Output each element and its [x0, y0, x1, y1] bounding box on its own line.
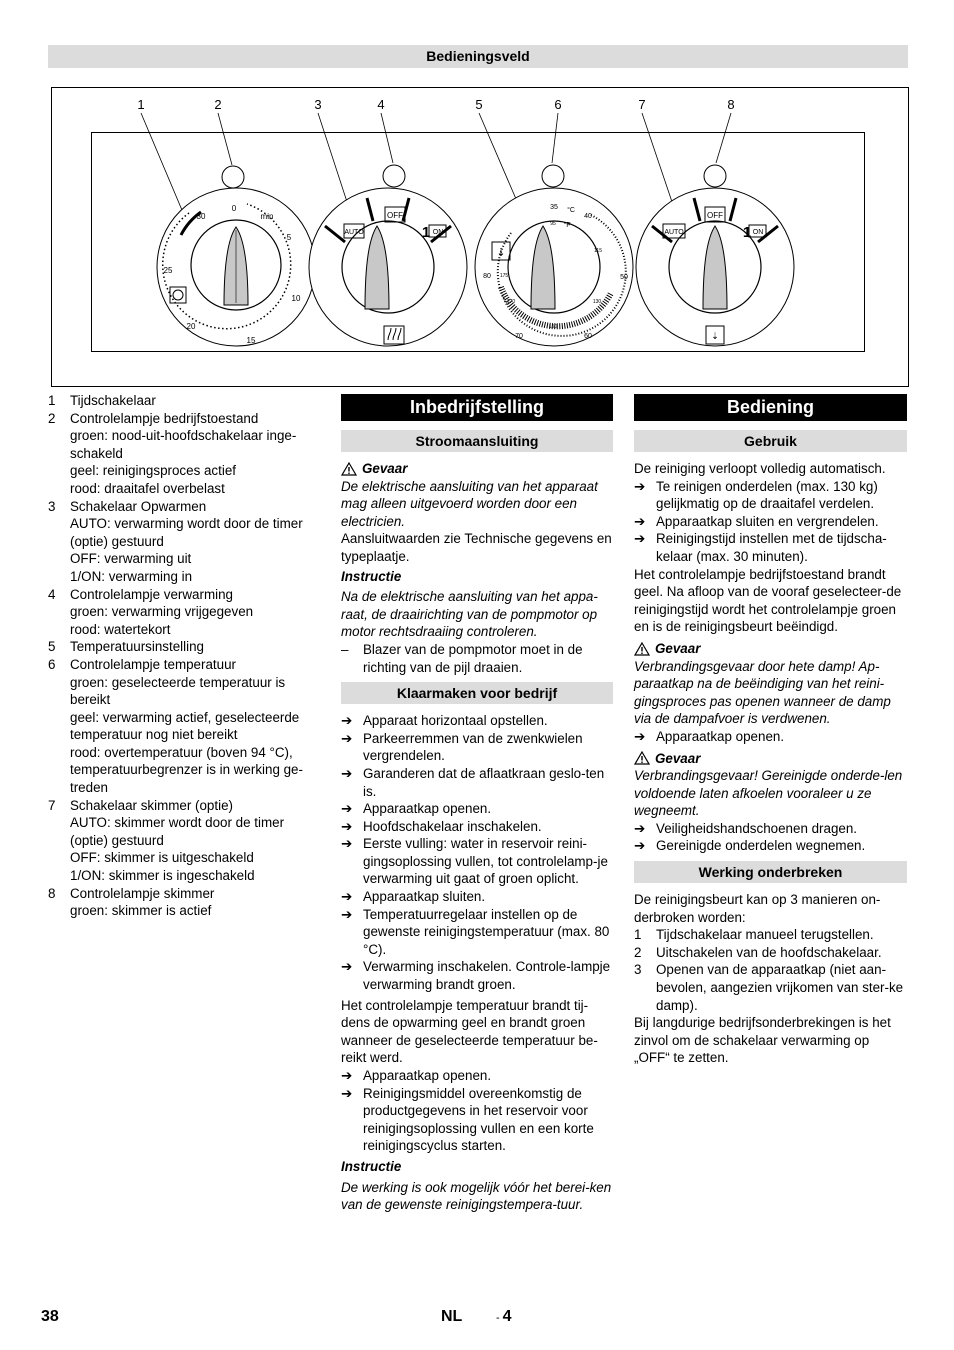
arrow-right-icon: ➔ [341, 713, 353, 729]
footer-dash: - [496, 1312, 500, 1324]
instruction-heading: Instructie [341, 568, 402, 584]
temperature-dial[interactable] [475, 188, 633, 346]
subsection-werking-onderbreken: Werking onderbreken [634, 861, 907, 883]
step-item [341, 906, 613, 959]
step-text: Hoofdschakelaar inschakelen. [363, 818, 542, 834]
section-title-bediening: Bediening [634, 394, 907, 421]
arrow-right-icon: ➔ [341, 906, 353, 922]
danger-text: Verbrandingsgevaar door hete damp! Ap-paraatkap na de beëindiging van het reini-gingsproces pas openen wanneer de damp via de dampafvoer is verdwenen. [634, 658, 891, 727]
numbered-item [634, 961, 907, 1014]
timer-dial[interactable] [157, 188, 315, 346]
instruction-text: Na de elektrische aansluiting van het appa-raat, de draairichting van de pompmotor op motor rechtsdraaiing controleren. [341, 589, 598, 640]
legend-subitem: groen: skimmer is actief [70, 903, 212, 919]
danger-heading [634, 640, 907, 658]
svg-text:30: 30 [196, 212, 206, 221]
legend-subitem: AUTO: skimmer wordt door de timer (optie) gestuurd [70, 815, 285, 848]
arrow-right-icon: ➔ [341, 765, 353, 781]
paragraph: De reiniging verloopt volledig automatisch. [634, 461, 886, 476]
step-text: Apparaatkap sluiten en vergrendelen. [656, 513, 879, 529]
step-item [341, 800, 613, 818]
step-item [634, 728, 907, 746]
step-item [341, 958, 613, 993]
column-inbedrijfstelling [341, 392, 613, 1214]
legend-label: Schakelaar skimmer (optie) [70, 797, 233, 813]
lamp-operating-state [222, 166, 244, 188]
legend-subitem: rood: overtemperatuur (boven 94 °C), temperatuurbegrenzer is in werking ge-treden [70, 744, 303, 796]
step-text: Garanderen dat de aflaatkraan geslo-ten is. [363, 765, 605, 799]
paragraph: De reinigingsbeurt kan op 3 manieren on-derbroken worden: [634, 892, 881, 925]
step-list [634, 728, 907, 746]
svg-text:AUTO: AUTO [344, 229, 364, 236]
step-text: Temperatuurregelaar instellen op de gewenste reinigingstemperatuur (max. 80 °C). [363, 906, 610, 957]
danger-text: Verbrandingsgevaar! Gereinigde onderde-len voldoende laten afkoelen vooraleer u ze wegneemt. [634, 768, 903, 819]
legend-subitem: 1/ON: skimmer is ingeschakeld [70, 868, 255, 884]
step-text: Verwarming inschakelen. Controle-lampje verwarming brandt groen. [363, 959, 611, 993]
legend-item [48, 656, 324, 674]
svg-text:⇣: ⇣ [711, 332, 719, 342]
step-item [634, 513, 907, 531]
svg-text:35: 35 [550, 204, 558, 211]
legend-number: 2 [48, 410, 56, 426]
svg-text:15: 15 [246, 336, 256, 345]
step-text: Reinigingstijd instellen met de tijdscha-kelaar (max. 30 minuten). [656, 531, 887, 564]
legend-number: 4 [48, 586, 56, 602]
step-text: Reinigingsmiddel overeenkomstig de productgegevens in het reservoir voor reinigingsoplossing vullen en een korte reinigingscyclus starten. [363, 1085, 594, 1154]
step-list [341, 1067, 613, 1155]
step-text: Apparaatkap openen. [656, 728, 785, 744]
callout-7: 7 [638, 97, 646, 112]
instruction-heading: Instructie [341, 1158, 402, 1174]
item-text: Uitschakelen van de hoofdschakelaar. [656, 944, 882, 960]
dash-text: Blazer van de pompmotor moet in de richting van de pijl draaien. [363, 641, 583, 675]
step-list [341, 712, 613, 994]
numbered-item [634, 926, 907, 944]
subsection-gebruik: Gebruik [634, 430, 907, 452]
legend-number: 6 [48, 656, 56, 672]
legend-number: 1 [48, 393, 56, 408]
arrow-right-icon: ➔ [341, 959, 353, 975]
legend-subitem: OFF: verwarming uit [70, 551, 192, 567]
legend-item [48, 885, 324, 903]
step-text: Gereinigde onderdelen wegnemen. [656, 838, 866, 854]
step-item [634, 837, 907, 855]
svg-text:ON: ON [752, 229, 764, 236]
svg-text:min: min [260, 212, 274, 221]
page-number: 38 [41, 1308, 59, 1325]
legend-item [48, 586, 324, 604]
svg-text:95: 95 [550, 221, 556, 227]
svg-text:170: 170 [506, 299, 516, 305]
thermometer-icon: ⇣ [496, 246, 506, 259]
step-item [341, 818, 613, 836]
svg-text:70: 70 [515, 333, 523, 340]
footer-num: 4 [502, 1308, 512, 1325]
legend-subitem: groen: geselecteerde temperatuur is bereikt [70, 674, 286, 708]
item-number: 2 [634, 944, 642, 960]
arrow-right-icon: ➔ [341, 818, 353, 834]
step-item [341, 765, 613, 800]
svg-text:0: 0 [231, 204, 237, 213]
svg-text:1: 1 [421, 224, 431, 241]
legend-item [48, 797, 324, 815]
section-page-number [496, 1308, 512, 1328]
step-item [341, 712, 613, 730]
step-item [341, 1085, 613, 1155]
legend-subitem: groen: verwarming vrijgegeven [70, 604, 254, 620]
danger-label: Gevaar [362, 461, 408, 476]
legend-label: Schakelaar Opwarmen [70, 498, 207, 514]
lamp-temperature [542, 165, 564, 187]
warning-triangle-icon [341, 462, 357, 476]
section-title-inbedrijfstelling: Inbedrijfstelling [341, 394, 613, 421]
step-text: Te reinigen onderdelen (max. 130 kg) gelijkmatig op de draaitafel verdelen. [656, 478, 878, 512]
arrow-right-icon: ➔ [341, 801, 353, 817]
step-list [634, 820, 907, 855]
legend-subitem: OFF: skimmer is uitgeschakeld [70, 850, 254, 866]
step-text: Parkeerremmen van de zwenkwielen vergrendelen. [363, 730, 583, 764]
svg-text:25: 25 [163, 266, 173, 275]
callout-8: 8 [727, 97, 735, 112]
legend-label: Controlelampje bedrijfstoestand [70, 410, 259, 426]
legend-number: 7 [48, 797, 56, 813]
legend-number: 3 [48, 498, 56, 514]
step-text: Apparaatkap sluiten. [363, 889, 486, 905]
svg-text:°C: °C [567, 207, 575, 214]
numbered-list [634, 926, 907, 1014]
callout-1: 1 [137, 97, 145, 112]
paragraph: Het controlelampje bedrijfstoestand brandt geel. Na afloop van de vooraf geselecteer-de reinigingstijd wordt het controlelampje groen en is de reinigingsbeurt beëindigd. [634, 566, 902, 635]
legend-item [48, 410, 324, 428]
step-item [634, 478, 907, 513]
svg-text:AUTO: AUTO [664, 229, 684, 236]
step-text: Apparaatkap openen. [363, 801, 492, 817]
danger-heading [341, 460, 613, 478]
danger-label: Gevaar [655, 640, 701, 656]
subsection-stroomaansluiting: Stroomaansluiting [341, 430, 613, 452]
svg-text:40: 40 [584, 213, 592, 220]
svg-text:175: 175 [499, 273, 509, 279]
dash-mark: – [341, 641, 349, 657]
danger-heading [634, 750, 907, 768]
paragraph: Het controlelampje temperatuur brandt tij-dens de opwarming geel en brandt groen wanneer de geselecteerde temperatuur be-reikt werd. [341, 997, 598, 1066]
item-number: 3 [634, 962, 642, 978]
item-text: Tijdschakelaar manueel terugstellen. [656, 927, 874, 943]
step-text: Eerste vulling: water in reservoir reini-gingsoplossing vullen, tot controlelamp-je verwarming uit gaat of groen oplicht. [363, 836, 608, 887]
item-text: Openen van de apparaatkap (niet aan-bevolen, aangezien vrijkomen van ster-ke damp). [656, 962, 904, 1013]
paragraph: Aansluitwaarden zie Technische gegevens en typeplaatje. [341, 531, 612, 564]
legend-label: Controlelampje verwarming [70, 586, 233, 602]
control-panel-diagram [51, 87, 909, 387]
svg-text:20: 20 [186, 322, 196, 331]
step-item [341, 835, 613, 888]
arrow-right-icon: ➔ [634, 478, 646, 494]
subsection-klaarmaken: Klaarmaken voor bedrijf [341, 682, 613, 704]
step-item [634, 820, 907, 838]
column-bediening [634, 392, 907, 1067]
arrow-right-icon: ➔ [341, 836, 353, 852]
arrow-right-icon: ➔ [341, 1068, 353, 1083]
svg-text:5: 5 [286, 233, 292, 242]
item-number: 1 [634, 927, 642, 943]
arrow-right-icon: ➔ [634, 531, 646, 547]
arrow-right-icon: ➔ [341, 889, 353, 905]
arrow-right-icon: ➔ [634, 513, 646, 529]
step-text: Apparaatkap openen. [363, 1068, 492, 1083]
svg-text:80: 80 [483, 273, 491, 280]
paragraph: Bij langdurige bedrijfsonderbrekingen is het zinvol om de schakelaar verwarming op „OFF“ te zetten. [634, 1015, 891, 1066]
legend-label: Controlelampje temperatuur [70, 656, 236, 672]
legend-item [48, 638, 324, 656]
step-item [341, 730, 613, 765]
legend-label: Tijdschakelaar [70, 393, 156, 408]
legend-label: Controlelampje skimmer [70, 885, 215, 901]
legend-subitem: AUTO: verwarming wordt door de timer (optie) gestuurd [70, 516, 303, 549]
step-item [341, 888, 613, 906]
svg-text:150: 150 [548, 324, 558, 330]
legend-subitem: geel: reinigingsproces actief [70, 463, 236, 479]
lamp-skimmer [704, 165, 726, 187]
callout-5: 5 [475, 97, 483, 112]
callout-3: 3 [314, 97, 322, 112]
numbered-item [634, 944, 907, 962]
legend-item [48, 392, 324, 410]
arrow-right-icon: ➔ [634, 728, 646, 744]
legend-item [48, 498, 324, 516]
svg-text:1: 1 [742, 224, 752, 241]
legend-number: 5 [48, 639, 56, 655]
svg-text:OFF: OFF [707, 211, 723, 220]
svg-text:50: 50 [620, 274, 628, 281]
warning-triangle-icon [634, 642, 650, 656]
arrow-right-icon: ➔ [341, 730, 353, 746]
callout-4: 4 [377, 97, 385, 112]
arrow-right-icon: ➔ [634, 820, 646, 836]
svg-text:10: 10 [291, 294, 301, 303]
dash-item [341, 641, 613, 676]
step-item [341, 1067, 613, 1085]
lamp-heating [383, 165, 405, 187]
language-code: NL [441, 1308, 463, 1325]
callout-6: 6 [554, 97, 562, 112]
instruction-text: De werking is ook mogelijk vóór het berei-ken van de gewenste reinigingstempera-tuur. [341, 1179, 612, 1213]
step-item [634, 530, 907, 565]
callout-2: 2 [214, 97, 222, 112]
danger-text: De elektrische aansluiting van het apparaat mag alleen uitgevoerd worden door een electricien. [341, 478, 598, 529]
svg-text:ON: ON [432, 229, 444, 236]
legend-list [48, 392, 324, 920]
legend-subitem: groen: nood-uit-hoofdschakelaar inge-schakeld [70, 428, 297, 461]
warning-triangle-icon [634, 751, 650, 765]
section-header-bedieningsveld: Bedieningsveld [48, 45, 908, 68]
danger-label: Gevaar [655, 750, 701, 766]
step-list [634, 478, 907, 566]
legend-subitem: geel: verwarming actief, geselecteerde temperatuur nog niet bereikt [70, 709, 300, 743]
legend-subitem: rood: watertekort [70, 621, 171, 637]
svg-text:60: 60 [584, 333, 592, 340]
legend-label: Temperatuursinstelling [70, 639, 204, 655]
svg-text:130: 130 [592, 299, 602, 305]
svg-text:°F: °F [563, 222, 571, 229]
legend-column [48, 392, 324, 920]
legend-subitem: rood: draaitafel overbelast [70, 480, 225, 496]
arrow-right-icon: ➔ [634, 838, 646, 854]
heating-switch-dial[interactable] [309, 188, 467, 346]
arrow-right-icon: ➔ [341, 1085, 353, 1101]
skimmer-switch-dial[interactable] [636, 188, 794, 346]
svg-text:OFF: OFF [387, 211, 403, 220]
step-text: Veiligheidshandschoenen dragen. [656, 820, 858, 836]
legend-subitem: 1/ON: verwarming in [70, 568, 193, 584]
svg-text:115: 115 [594, 248, 602, 254]
step-text: Apparaat horizontaal opstellen. [363, 713, 548, 729]
legend-number: 8 [48, 885, 56, 901]
